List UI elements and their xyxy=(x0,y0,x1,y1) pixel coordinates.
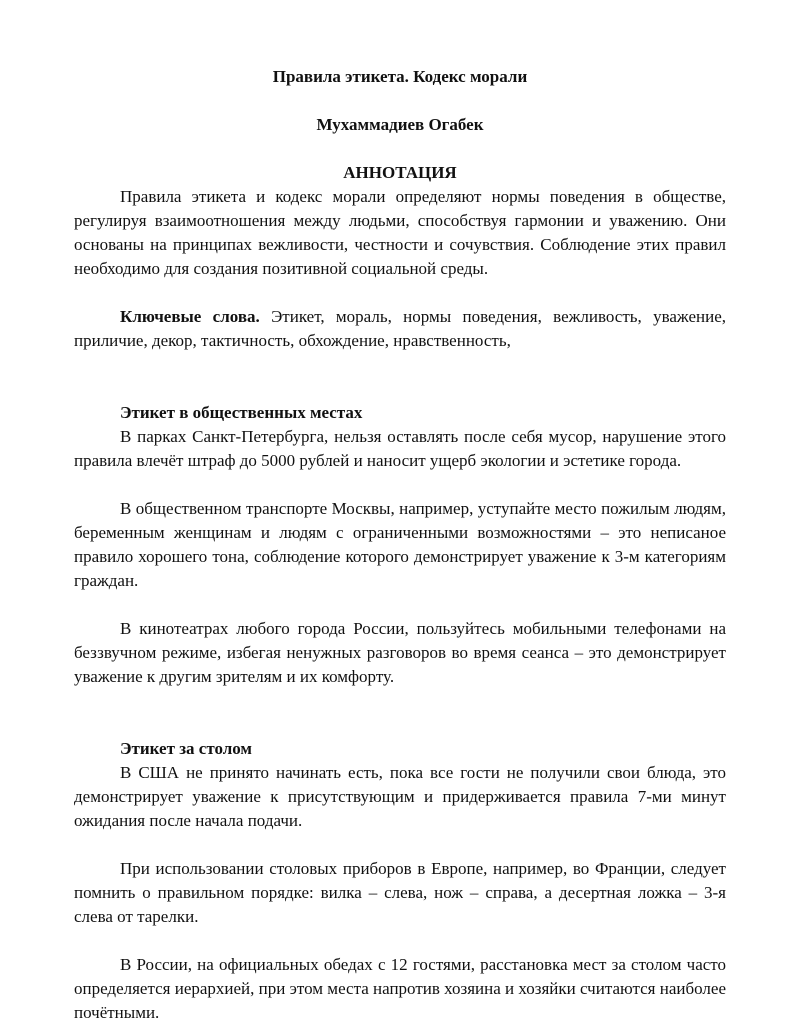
section-heading-table: Этикет за столом xyxy=(120,739,253,758)
author-name: Мухаммадиев Огабек xyxy=(316,115,484,134)
paragraph-europe: При использовании столовых приборов в Европе, например, во Франции, следует помнить о правильном порядке: вилка – слева, нож – справа, а десертная ложка – 3-я слева от тарелки. xyxy=(74,859,726,926)
section-heading-public-places: Этикет в общественных местах xyxy=(120,403,363,422)
keywords-text: Этикет, мораль, нормы поведения, вежливость, уважение, приличие, декор, тактичность, обхождение, нравственность, xyxy=(74,307,726,350)
keywords-label: Ключевые слова. xyxy=(120,307,260,326)
paragraph-russia: В России, на официальных обедах с 12 гостями, расстановка мест за столом часто определяется иерархией, при этом места напротив хозяина и хозяйки считаются наиболее почётными. xyxy=(74,955,726,1022)
paragraph-cinema: В кинотеатрах любого города России, пользуйтесь мобильными телефонами на беззвучном режиме, избегая ненужных разговоров во время сеанса – это демонстрирует уважение к другим зрителям и их комфорту. xyxy=(74,619,726,686)
annotation-heading: АННОТАЦИЯ xyxy=(343,163,457,182)
paragraph-transport: В общественном транспорте Москвы, например, уступайте место пожилым людям, беременным женщинам и людям с ограниченными возможностями – это неписаное правило хорошего тона, соблюдение которого демонстрирует уважение к 3-м категориям граждан. xyxy=(74,499,726,590)
annotation-text: Правила этикета и кодекс морали определяют нормы поведения в обществе, регулируя взаимоотношения между людьми, способствуя гармонии и уважению. Они основаны на принципах вежливости, честности и сочувствия. Соблюдение этих правил необходимо для создания позитивной социальной среды. xyxy=(74,187,726,278)
paragraph-usa: В США не принято начинать есть, пока все гости не получили свои блюда, это демонстрирует уважение к присутствующим и придерживается правила 7-ми минут ожидания после начала подачи. xyxy=(74,763,726,830)
document-title: Правила этикета. Кодекс морали xyxy=(272,67,528,86)
paragraph-parks: В парках Санкт-Петербурга, нельзя оставлять после себя мусор, нарушение этого правила влечёт штраф до 5000 рублей и наносит ущерб экологии и эстетике города. xyxy=(74,427,726,470)
keywords-paragraph xyxy=(74,305,726,353)
